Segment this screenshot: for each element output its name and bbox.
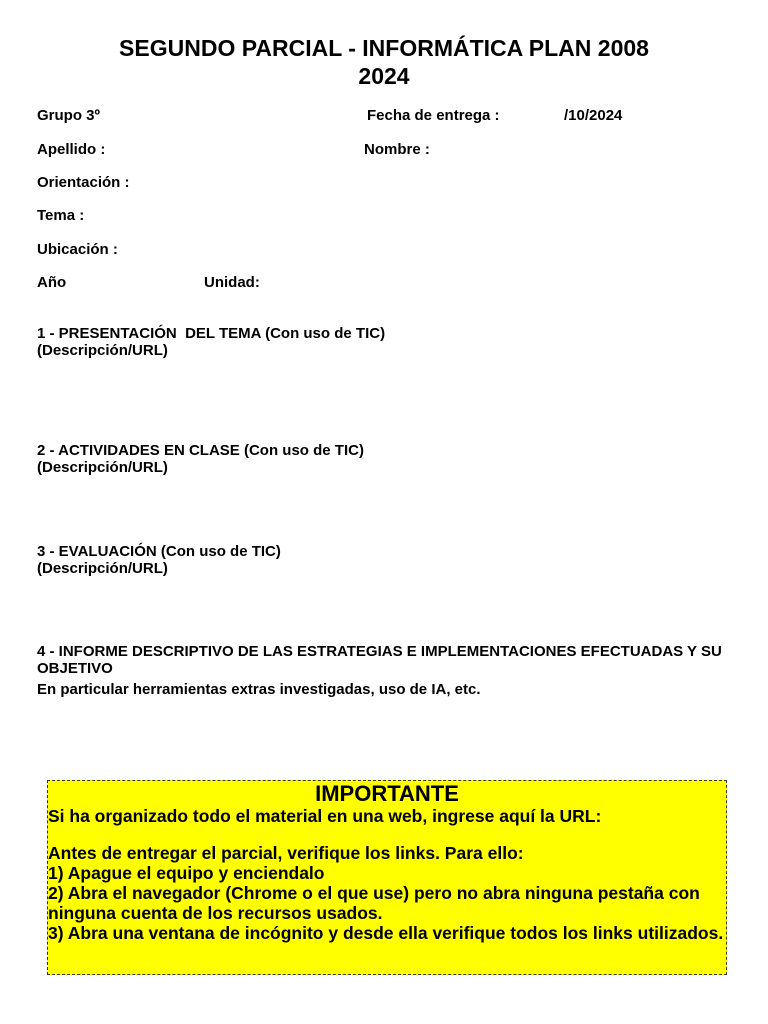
ubicacion-label: Ubicación : (37, 241, 118, 258)
fecha-label: Fecha de entrega : (367, 107, 500, 124)
section-evaluacion (37, 543, 737, 577)
title-line-2: 2024 (358, 63, 410, 89)
step-1: 1) Apague el equipo y enciendalo (48, 863, 325, 883)
section-presentacion (37, 325, 737, 359)
title-line-1: SEGUNDO PARCIAL - INFORMÁTICA PLAN 2008 (119, 35, 649, 61)
step-3: 3) Abra una ventana de incógnito y desde ella verifique todos los links utilizados. (48, 923, 724, 943)
intro-text: Antes de entregar el parcial, verifique los links. Para ello: (48, 843, 524, 863)
important-title: IMPORTANTE (315, 781, 459, 806)
section-informe (37, 643, 727, 698)
important-box (47, 780, 727, 975)
section-heading: 2 - ACTIVIDADES EN CLASE (Con uso de TIC) (37, 442, 364, 459)
orientacion-label: Orientación : (37, 174, 130, 191)
section-heading: 4 - INFORME DESCRIPTIVO DE LAS ESTRATEGIAS E IMPLEMENTACIONES EFECTUADAS Y SU OBJETIVO (37, 643, 722, 677)
section-sub: (Descripción/URL) (37, 560, 168, 577)
section-heading: 3 - EVALUACIÓN (Con uso de TIC) (37, 543, 281, 560)
tema-label: Tema : (37, 207, 85, 224)
step-2: 2) Abra el navegador (Chrome o el que use) pero no abra ninguna pestaña con ninguna cuenta de los recursos usados. (48, 883, 700, 923)
anio-label: Año (37, 274, 67, 291)
fecha-value: /10/2024 (564, 107, 623, 124)
grupo-label: Grupo 3º (37, 107, 100, 124)
section-sub: (Descripción/URL) (37, 342, 168, 359)
section-sub: En particular herramientas extras investigadas, uso de IA, etc. (37, 681, 481, 698)
apellido-label: Apellido : (37, 141, 106, 158)
nombre-label: Nombre : (364, 141, 430, 158)
page-title (0, 34, 768, 90)
unidad-label: Unidad: (204, 274, 260, 291)
section-actividades (37, 442, 737, 476)
section-sub: (Descripción/URL) (37, 459, 168, 476)
url-prompt: Si ha organizado todo el material en una web, ingrese aquí la URL: (48, 806, 602, 826)
section-heading: 1 - PRESENTACIÓN DEL TEMA (Con uso de TIC) (37, 325, 386, 342)
